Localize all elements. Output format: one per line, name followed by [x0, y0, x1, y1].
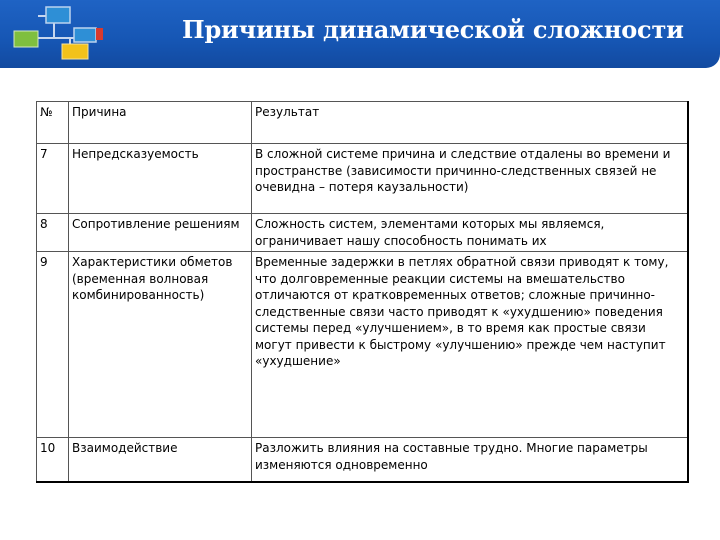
- table-row: [37, 214, 688, 252]
- row-result: Разложить влияния на составные трудно. Многие параметры изменяются одновременно: [252, 438, 688, 483]
- slide-title: Причины динамической сложности: [182, 15, 684, 44]
- network-diagram-icon: [10, 4, 110, 64]
- row-cause: Сопротивление решениям: [69, 214, 252, 252]
- table-row: [37, 252, 688, 438]
- header-number: №: [37, 102, 69, 144]
- causes-table: [36, 101, 689, 483]
- row-number: 8: [37, 214, 69, 252]
- row-cause: Взаимодействие: [69, 438, 252, 483]
- table-header-row: [37, 102, 688, 144]
- row-result: В сложной системе причина и следствие отдалены во времени и пространстве (зависимости причинно-следственных связей не очевидна – потеря каузальности): [252, 144, 688, 214]
- row-number: 9: [37, 252, 69, 438]
- row-cause: Непредсказуемость: [69, 144, 252, 214]
- row-result: Сложность систем, элементами которых мы являемся, ограничивает нашу способность понимать их: [252, 214, 688, 252]
- header-result: Результат: [252, 102, 688, 144]
- row-cause: Характеристики обметов (временная волновая комбинированность): [69, 252, 252, 438]
- header-bar: [0, 0, 720, 68]
- row-number: 7: [37, 144, 69, 214]
- table-row: [37, 144, 688, 214]
- table-row: [37, 438, 688, 483]
- header-cause: Причина: [69, 102, 252, 144]
- row-result: Временные задержки в петлях обратной связи приводят к тому, что долговременные реакции системы на вмешательство отличаются от кратковременных ответов; сложные причинно-следственные связи часто приводят к «ухудшению» поведения системы перед «улучшением», в то время как простые связи могут привести к быстрому «улучшению» прежде чем наступит «ухудшение»: [252, 252, 688, 438]
- row-number: 10: [37, 438, 69, 483]
